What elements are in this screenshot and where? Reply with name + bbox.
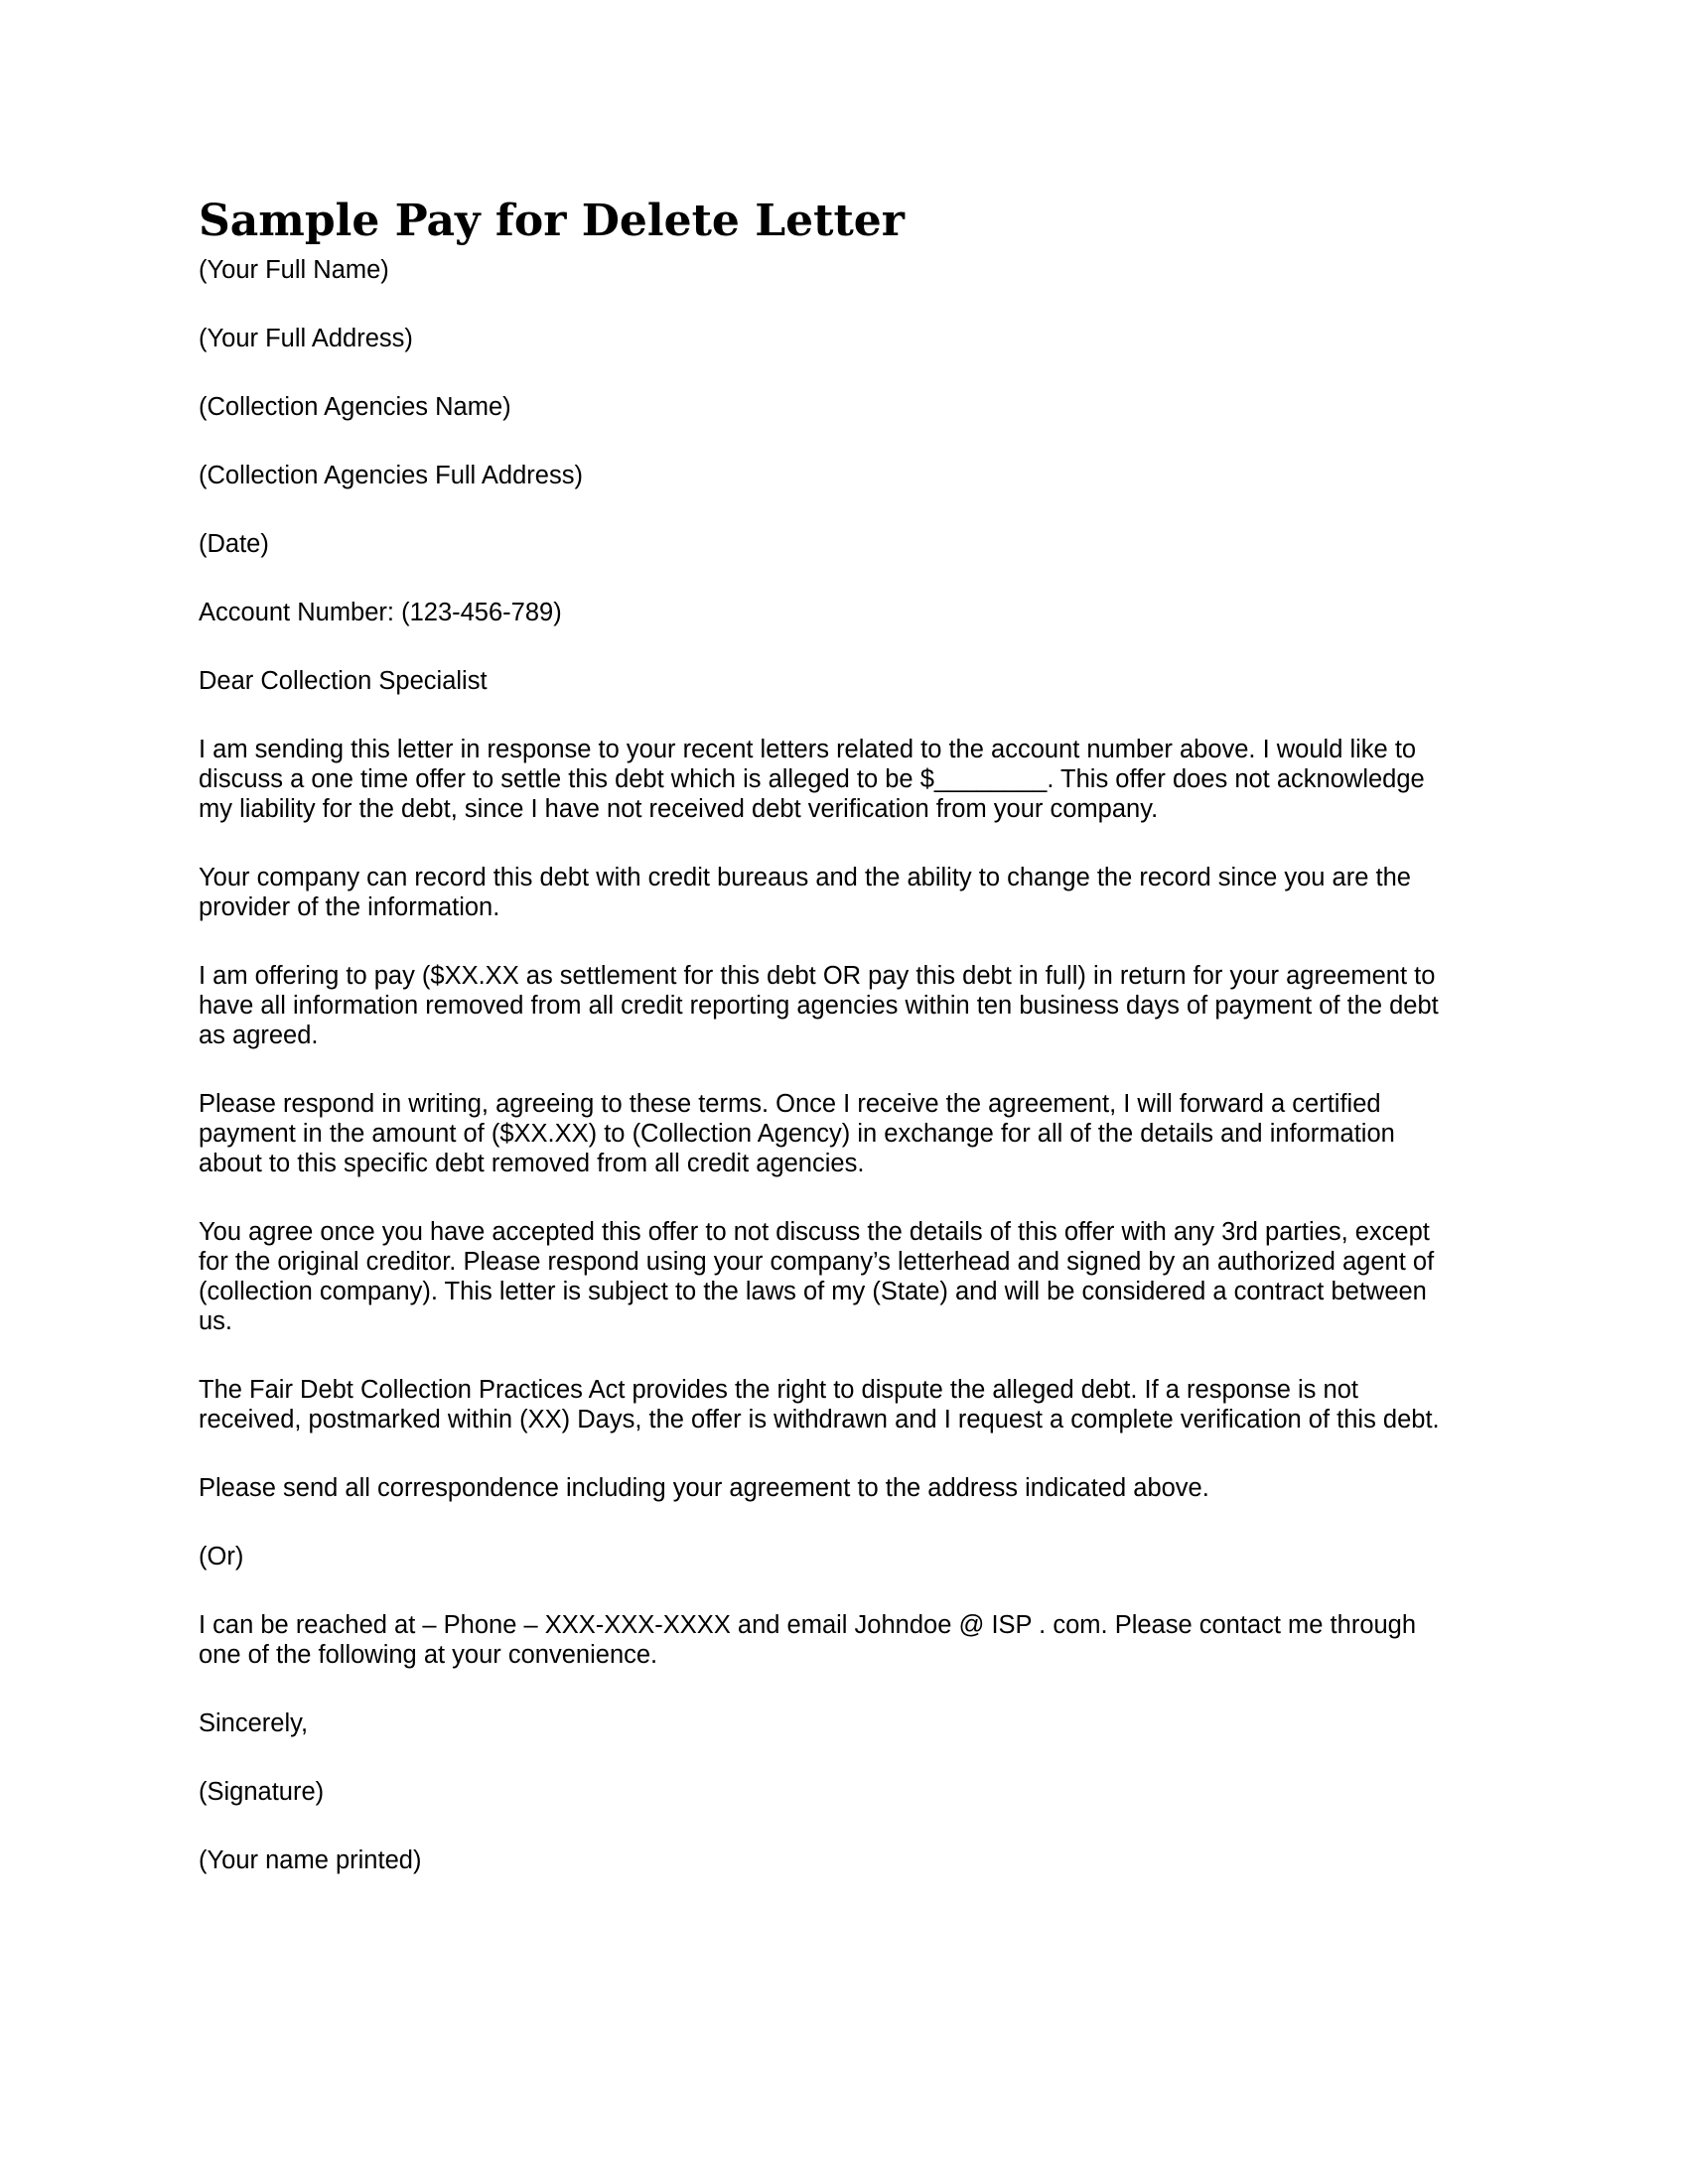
paragraph-line: You agree once you have accepted this offer to not discuss the details of this offer with any 3rd parties, except: [199, 1218, 1430, 1246]
account-number: Account Number: (123-456-789): [199, 599, 562, 626]
paragraph-line: received, postmarked within (XX) Days, the offer is withdrawn and I request a complete verification of this debt.: [199, 1406, 1440, 1433]
paragraph-line: Your company can record this debt with credit bureaus and the ability to change the record since you are the: [199, 864, 1411, 891]
sender-name: (Your Full Name): [199, 256, 389, 284]
body-paragraph-9: [199, 1610, 1489, 1670]
salutation: Dear Collection Specialist: [199, 667, 488, 695]
paragraph-line: I am sending this letter in response to your recent letters related to the account number above. I would like to: [199, 736, 1417, 763]
paragraph-line: have all information removed from all credit reporting agencies within ten business days of payment of the debt: [199, 992, 1439, 1020]
agency-name: (Collection Agencies Name): [199, 393, 511, 421]
signature-placeholder: (Signature): [199, 1778, 325, 1806]
paragraph-line: (Or): [199, 1543, 244, 1570]
body-paragraph-5: [199, 1217, 1489, 1336]
paragraph-line: provider of the information.: [199, 893, 500, 921]
body-paragraph-8: [199, 1542, 1489, 1571]
printed-name: (Your name printed): [199, 1846, 422, 1874]
sign-off: Sincerely,: [199, 1709, 309, 1737]
paragraph-line: The Fair Debt Collection Practices Act provides the right to dispute the alleged debt. If a response is not: [199, 1376, 1358, 1404]
body-paragraph-6: [199, 1375, 1489, 1434]
paragraph-line: Please respond in writing, agreeing to these terms. Once I receive the agreement, I will forward a certified: [199, 1090, 1381, 1118]
paragraph-line: payment in the amount of ($XX.XX) to (Collection Agency) in exchange for all of the details and information: [199, 1120, 1395, 1148]
paragraph-line: for the original creditor. Please respond using your company’s letterhead and signed by an authorized agent of: [199, 1248, 1435, 1276]
paragraph-line: Please send all correspondence including your agreement to the address indicated above.: [199, 1474, 1209, 1502]
paragraph-line: I am offering to pay ($XX.XX as settlement for this debt OR pay this debt in full) in return for your agreement to: [199, 962, 1436, 990]
letter-date: (Date): [199, 530, 269, 558]
body-paragraph-4: [199, 1089, 1489, 1178]
body-paragraph-3: [199, 961, 1489, 1050]
paragraph-line: as agreed.: [199, 1022, 319, 1049]
paragraph-line: my liability for the debt, since I have not received debt verification from your company.: [199, 795, 1159, 823]
letter-page: [199, 194, 1489, 1875]
paragraph-line: discuss a one time offer to settle this debt which is alleged to be $________. This offer does not acknowledge: [199, 765, 1425, 793]
paragraph-line: one of the following at your convenience.: [199, 1641, 658, 1669]
sender-address: (Your Full Address): [199, 325, 413, 352]
body-paragraph-1: [199, 735, 1489, 824]
paragraph-line: (collection company). This letter is subject to the laws of my (State) and will be considered a contract between: [199, 1278, 1427, 1305]
agency-address: (Collection Agencies Full Address): [199, 462, 583, 489]
paragraph-line: I can be reached at – Phone – XXX-XXX-XXXX and email Johndoe @ ISP . com. Please contact me through: [199, 1611, 1417, 1639]
paragraph-line: about to this specific debt removed from all credit agencies.: [199, 1150, 865, 1177]
letter-title: Sample Pay for Delete Letter: [199, 196, 905, 246]
body-paragraph-2: [199, 863, 1489, 922]
body-paragraph-7: [199, 1473, 1489, 1503]
paragraph-line: us.: [199, 1307, 233, 1335]
